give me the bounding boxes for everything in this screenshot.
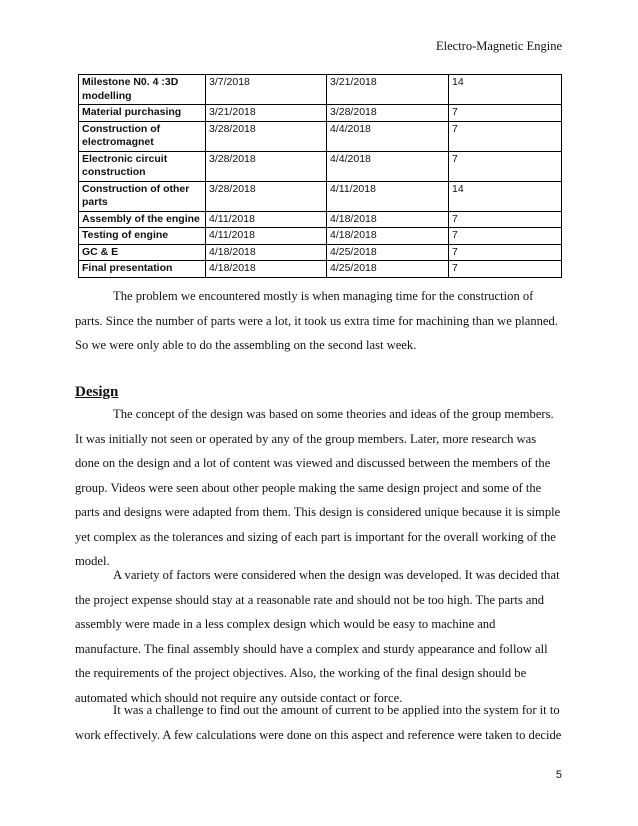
table-row <box>79 105 562 122</box>
page-number: 5 <box>555 769 562 781</box>
start-date-cell: 4/18/2018 <box>206 244 327 261</box>
end-date-cell: 4/25/2018 <box>327 244 449 261</box>
table-row <box>79 211 562 228</box>
duration-cell: 7 <box>449 151 562 181</box>
paragraph-time-management: The problem we encountered mostly is when managing time for the construction of parts. Since the number of parts were a lot, it took us extra time for machining than we planned. So we were only able to do the assembling on the second last week. <box>75 289 558 352</box>
end-date-cell: 4/25/2018 <box>327 261 449 278</box>
table-row <box>79 228 562 245</box>
task-cell: Assembly of the engine <box>79 211 206 228</box>
schedule-table <box>78 74 562 278</box>
table-row <box>79 261 562 278</box>
start-date-cell: 3/7/2018 <box>206 75 327 105</box>
paragraph-design-factors: A variety of factors were considered when the design was developed. It was decided that the project expense should stay at a reasonable rate and should not be too high. The parts and assembly were made in a less complex design which would be easy to machine and manufacture. The final assembly should have a complex and sturdy appearance and follow all the requirements of the project objectives. Also, the working of the final design should be automated which should not require any outside contact or force. <box>75 568 560 705</box>
end-date-cell: 3/21/2018 <box>327 75 449 105</box>
table-row <box>79 181 562 211</box>
start-date-cell: 3/28/2018 <box>206 151 327 181</box>
paragraph-current-challenge: It was a challenge to find out the amount of current to be applied into the system for it to work effectively. A few calculations were done on this aspect and reference were taken to decide <box>75 703 562 742</box>
duration-cell: 7 <box>449 211 562 228</box>
task-cell: Electronic circuit construction <box>79 151 206 181</box>
table-row <box>79 121 562 151</box>
duration-cell: 14 <box>449 75 562 105</box>
design-heading: Design <box>75 384 119 400</box>
task-cell: Construction of electromagnet <box>79 121 206 151</box>
end-date-cell: 4/11/2018 <box>327 181 449 211</box>
task-cell: Final presentation <box>79 261 206 278</box>
duration-cell: 7 <box>449 121 562 151</box>
end-date-cell: 3/28/2018 <box>327 105 449 122</box>
start-date-cell: 4/11/2018 <box>206 228 327 245</box>
end-date-cell: 4/18/2018 <box>327 228 449 245</box>
start-date-cell: 4/18/2018 <box>206 261 327 278</box>
duration-cell: 7 <box>449 244 562 261</box>
start-date-cell: 4/11/2018 <box>206 211 327 228</box>
duration-cell: 7 <box>449 228 562 245</box>
duration-cell: 14 <box>449 181 562 211</box>
table-row <box>79 75 562 105</box>
end-date-cell: 4/4/2018 <box>327 121 449 151</box>
duration-cell: 7 <box>449 261 562 278</box>
running-header: Electro-Magnetic Engine <box>436 39 562 53</box>
end-date-cell: 4/4/2018 <box>327 151 449 181</box>
start-date-cell: 3/21/2018 <box>206 105 327 122</box>
schedule-table-body <box>79 75 562 278</box>
task-cell: Material purchasing <box>79 105 206 122</box>
paragraph-design-concept: The concept of the design was based on some theories and ideas of the group members. It was initially not seen or operated by any of the group members. Later, more research was done on the design and a lot of content was viewed and discussed between the members of the group. Videos were seen about other people making the same design project and some of the parts and designs were adapted from them. This design is considered unique because it is simple yet complex as the tolerances and sizing of each part is important for the overall working of the model. <box>75 407 561 568</box>
task-cell: Construction of other parts <box>79 181 206 211</box>
task-cell: Testing of engine <box>79 228 206 245</box>
start-date-cell: 3/28/2018 <box>206 121 327 151</box>
start-date-cell: 3/28/2018 <box>206 181 327 211</box>
task-cell: GC & E <box>79 244 206 261</box>
table-row <box>79 151 562 181</box>
table-row <box>79 244 562 261</box>
task-cell: Milestone N0. 4 :3D modelling <box>79 75 206 105</box>
duration-cell: 7 <box>449 105 562 122</box>
end-date-cell: 4/18/2018 <box>327 211 449 228</box>
